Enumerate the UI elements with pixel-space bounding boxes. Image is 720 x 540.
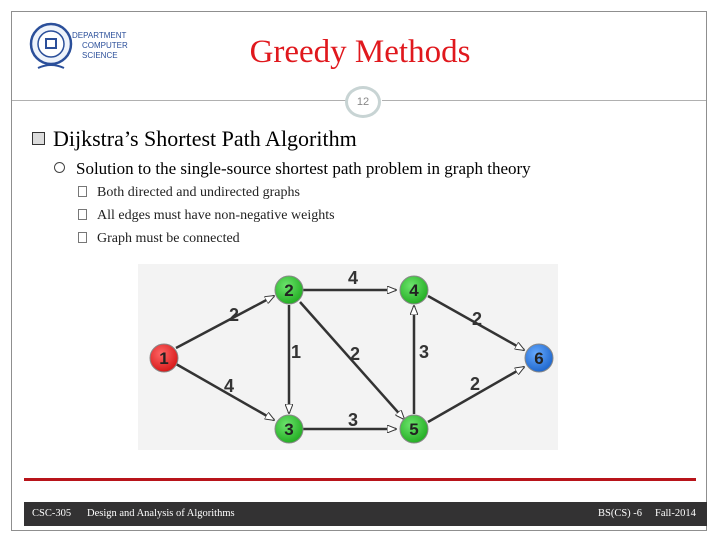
edge-weight-label: 4 [224, 376, 235, 396]
graph-node-label: 1 [159, 349, 169, 368]
square-bullet-icon [78, 209, 87, 220]
slide-title: Greedy Methods [249, 34, 471, 70]
detail-bullet [78, 230, 240, 248]
edge-weight-label: 3 [419, 342, 430, 362]
footer-course-name: Design and Analysis of Algorithms [87, 508, 235, 519]
footer-program: BS(CS) -6 [598, 508, 643, 519]
slide-footer [24, 502, 707, 526]
logo-text-line2: COMPUTER [82, 41, 128, 50]
checkbox-bullet-icon [32, 132, 45, 145]
logo-text-line1: DEPARTMENT [72, 31, 127, 40]
edge-weight-label: 3 [348, 410, 359, 430]
university-logo [26, 18, 141, 74]
detail-bullet-text: Both directed and undirected graphs [97, 185, 300, 200]
graph-node-label: 5 [409, 420, 419, 439]
graph-diagram [138, 264, 558, 450]
edge-weight-label: 1 [291, 342, 302, 362]
square-bullet-icon [78, 232, 87, 243]
detail-bullet [78, 184, 300, 202]
footer-accent-bar [24, 478, 696, 481]
logo-text-line3: SCIENCE [82, 51, 118, 60]
graph-node-label: 3 [284, 420, 294, 439]
graph-node [400, 276, 428, 304]
edge-weight-label: 2 [229, 305, 240, 325]
graph-node [525, 344, 553, 372]
main-bullet-text: Dijkstra’s Shortest Path Algorithm [53, 126, 357, 151]
detail-bullet [78, 207, 335, 225]
title-divider-left [12, 100, 350, 101]
title-divider-right [382, 100, 706, 101]
footer-course-code: CSC-305 [32, 508, 72, 519]
graph-node [400, 415, 428, 443]
square-bullet-icon [78, 186, 87, 197]
graph-node [275, 276, 303, 304]
graph-node [275, 415, 303, 443]
sub-bullet-text: Solution to the single-source shortest path problem in graph theory [76, 159, 531, 178]
edge-weight-label: 2 [472, 309, 483, 329]
sub-bullet [54, 158, 531, 180]
graph-node-label: 6 [534, 349, 544, 368]
graph-node-label: 2 [284, 281, 294, 300]
detail-bullet-text: Graph must be connected [97, 231, 240, 246]
circle-bullet-icon [54, 162, 65, 173]
edge-weight-label: 4 [348, 268, 359, 288]
graph-node [150, 344, 178, 372]
edge-weight-label: 2 [470, 374, 481, 394]
detail-bullet-text: All edges must have non-negative weights [97, 208, 335, 223]
main-bullet [32, 125, 357, 153]
footer-term: Fall-2014 [655, 508, 696, 519]
page-number: 12 [345, 86, 381, 118]
graph-node-label: 4 [409, 281, 419, 300]
edge-weight-label: 2 [350, 344, 361, 364]
